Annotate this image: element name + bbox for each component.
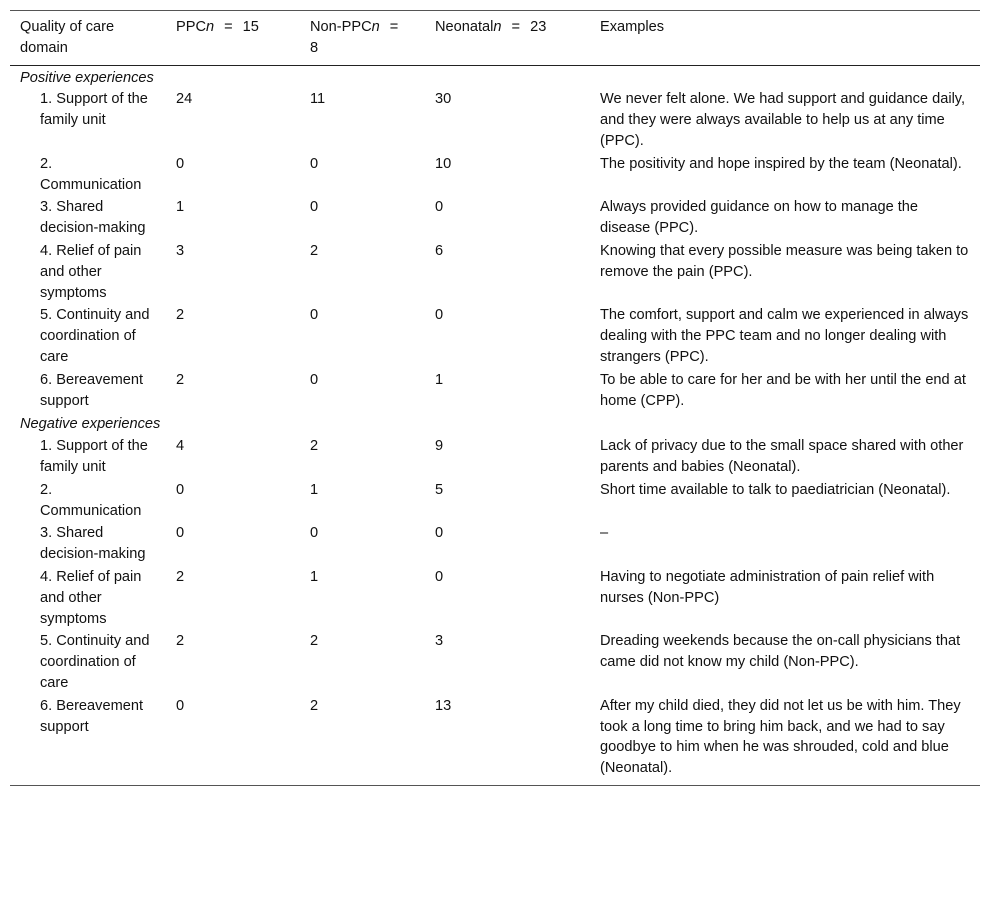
ppc-cell: 1 (176, 199, 185, 216)
header-ppc-label: PPC (176, 19, 207, 35)
section-row-negative (10, 412, 980, 435)
table-row (10, 479, 980, 523)
nonppc-cell: 1 (310, 568, 319, 585)
ppc-cell: 3 (176, 242, 185, 259)
neonatal-cell: 3 (435, 633, 444, 650)
ppc-cell: 4 (176, 438, 185, 455)
ppc-cell: 0 (176, 525, 185, 542)
section-row-positive (10, 65, 980, 88)
example-cell: Lack of privacy due to the small space shared with other parents and babies (Neonatal). (600, 438, 964, 475)
ppc-cell: 2 (176, 568, 185, 585)
table-container (10, 10, 980, 786)
neonatal-cell: 0 (435, 568, 444, 585)
ppc-cell: 24 (176, 91, 193, 108)
nonppc-cell: 11 (310, 91, 326, 108)
header-neonatal-eq: = (511, 19, 521, 35)
section-title-positive: Positive experiences (20, 69, 154, 86)
neonatal-cell: 13 (435, 697, 452, 714)
table-header (10, 11, 980, 66)
table-row (10, 695, 980, 786)
table-row (10, 630, 980, 694)
ppc-cell: 2 (176, 633, 185, 650)
neonatal-cell: 9 (435, 438, 444, 455)
nonppc-cell: 2 (310, 633, 319, 650)
header-ppc (166, 11, 300, 66)
domain-cell: 1. Support of the family unit (40, 438, 148, 475)
neonatal-cell: 0 (435, 525, 444, 542)
neonatal-cell: 0 (435, 307, 444, 324)
domain-cell: 4. Relief of pain and other symptoms (40, 242, 142, 301)
header-ppc-eq: = (224, 19, 233, 35)
domain-cell: 1. Support of the family unit (40, 91, 148, 129)
ppc-cell: 0 (176, 155, 185, 172)
domain-cell: 4. Relief of pain and other symptoms (40, 568, 142, 627)
table-row (10, 435, 980, 479)
header-nonppc-n: n (371, 19, 380, 35)
example-cell: After my child died, they did not let us be with him. They took a long time to bring him back, and we had to say goodbye to him when he was shrouded, cold and blue (Neonatal). (600, 697, 961, 777)
header-neonatal-label: Neonatal (435, 19, 494, 35)
table-row (10, 304, 980, 368)
example-cell: The comfort, support and calm we experienced in always dealing with the PPC team and no longer dealing with strangers (PPC). (600, 307, 969, 365)
table-row (10, 240, 980, 304)
ppc-cell: 2 (176, 307, 185, 324)
example-cell: To be able to care for her and be with her until the end at home (CPP). (600, 371, 966, 409)
header-nonppc-label: Non-PPC (310, 19, 372, 35)
nonppc-cell: 0 (310, 371, 319, 388)
header-domain: Quality of care domain (20, 19, 115, 56)
header-neonatal-value: 23 (530, 19, 547, 35)
table-row (10, 566, 980, 630)
nonppc-cell: 2 (310, 697, 319, 714)
table-row (10, 88, 980, 152)
neonatal-cell: 30 (435, 91, 452, 108)
example-cell: We never felt alone. We had support and guidance daily, and they were always available to help us at any time (PPC). (600, 91, 966, 149)
quality-of-care-table (10, 10, 980, 786)
header-neonatal-n: n (493, 19, 502, 35)
domain-cell: 6. Bereavement support (40, 697, 144, 735)
ppc-cell: 2 (176, 371, 185, 388)
domain-cell: 5. Continuity and coordination of care (40, 633, 150, 691)
nonppc-cell: 2 (310, 242, 319, 259)
nonppc-cell: 1 (310, 481, 319, 498)
table-row (10, 153, 980, 197)
nonppc-cell: 0 (310, 525, 319, 542)
section-title-negative: Negative experiences (20, 416, 161, 433)
domain-cell: 6. Bereavement support (40, 371, 144, 409)
nonppc-cell: 2 (310, 438, 319, 455)
header-nonppc (300, 11, 425, 66)
domain-cell: 2. Communication (40, 155, 142, 193)
neonatal-cell: 0 (435, 199, 444, 216)
header-ppc-n: n (206, 19, 215, 35)
example-cell: Having to negotiate administration of pain relief with nurses (Non-PPC) (600, 568, 935, 606)
example-cell: The positivity and hope inspired by the team (Neonatal). (600, 155, 962, 172)
header-row (10, 11, 980, 66)
example-cell: Knowing that every possible measure was being taken to remove the pain (PPC). (600, 242, 969, 280)
table-row (10, 522, 980, 566)
nonppc-cell: 0 (310, 199, 319, 216)
header-nonppc-value: 8 (310, 39, 319, 56)
example-cell: – (600, 525, 609, 542)
domain-cell: 3. Shared decision-making (40, 525, 146, 563)
neonatal-cell: 5 (435, 481, 444, 498)
example-cell: Short time available to talk to paediatrician (Neonatal). (600, 481, 951, 498)
example-cell: Dreading weekends because the on-call physicians that came did not know my child (Non-PPC). (600, 633, 961, 671)
table-row (10, 196, 980, 240)
table-body (10, 65, 980, 785)
ppc-cell: 0 (176, 481, 185, 498)
table-row (10, 369, 980, 413)
nonppc-cell: 0 (310, 155, 319, 172)
domain-cell: 2. Communication (40, 481, 142, 519)
header-ppc-value: 15 (242, 19, 259, 35)
domain-cell: 5. Continuity and coordination of care (40, 307, 150, 365)
example-cell: Always provided guidance on how to manage the disease (PPC). (600, 199, 919, 237)
header-neonatal (425, 11, 590, 66)
ppc-cell: 0 (176, 697, 185, 714)
header-nonppc-eq: = (389, 19, 399, 35)
neonatal-cell: 1 (435, 371, 444, 388)
domain-cell: 3. Shared decision-making (40, 199, 146, 237)
neonatal-cell: 6 (435, 242, 444, 259)
header-examples: Examples (600, 19, 665, 35)
neonatal-cell: 10 (435, 155, 452, 172)
nonppc-cell: 0 (310, 307, 319, 324)
